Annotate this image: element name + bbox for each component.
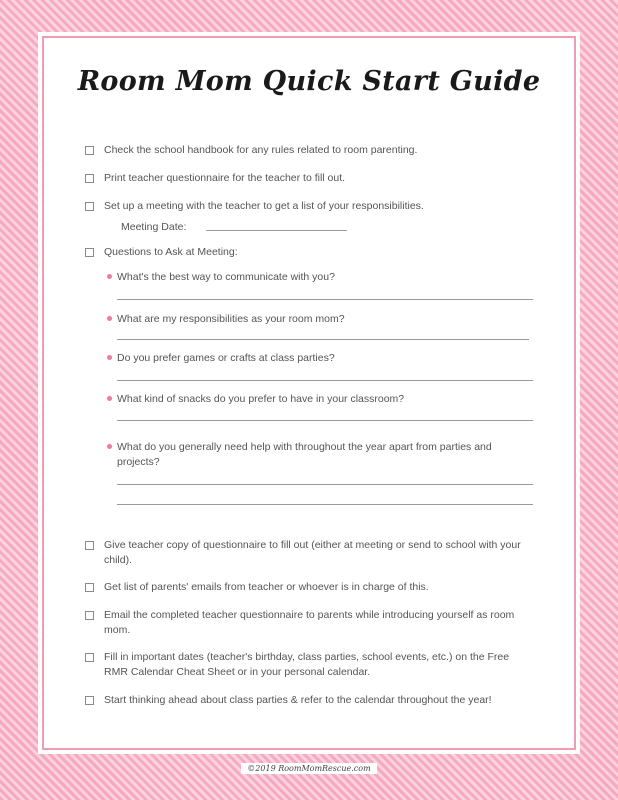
answer-line[interactable] <box>117 484 533 485</box>
checklist-item-text: Fill in important dates (teacher's birthday, class parties, school events, etc.) on the Free RMR Calendar Cheat Sheet or in your personal calendar. <box>104 651 510 678</box>
answer-line[interactable] <box>117 380 533 381</box>
checkbox[interactable] <box>85 146 94 155</box>
checklist-item-text: Start thinking ahead about class parties & refer to the calendar throughout the year! <box>104 694 492 706</box>
question-text: What's the best way to communicate with you? <box>117 271 335 283</box>
checklist-item-text: Set up a meeting with the teacher to get a list of your responsibilities. <box>104 200 424 212</box>
document-page <box>38 32 580 754</box>
answer-line[interactable] <box>117 420 533 421</box>
checklist-item-text: Email the completed teacher questionnaire to parents while introducing yourself as room mom. <box>104 609 515 636</box>
checkbox[interactable] <box>85 174 94 183</box>
questions-heading: Questions to Ask at Meeting: <box>104 246 238 258</box>
copyright-footer <box>0 764 618 773</box>
checkbox[interactable] <box>85 541 94 550</box>
bullet-icon <box>107 355 112 360</box>
question-text: Do you prefer games or crafts at class parties? <box>117 352 335 364</box>
page-title: Room Mom Quick Start Guide <box>77 66 541 97</box>
bullet-icon <box>107 316 112 321</box>
checkbox[interactable] <box>85 248 94 257</box>
answer-line[interactable] <box>117 504 533 505</box>
bullet-icon <box>107 274 112 279</box>
question-text: What do you generally need help with throughout the year apart from parties and projects? <box>117 441 492 468</box>
checklist-item-text: Check the school handbook for any rules related to room parenting. <box>104 144 418 156</box>
checklist-item-text: Print teacher questionnaire for the teacher to fill out. <box>104 172 346 184</box>
checkbox[interactable] <box>85 653 94 662</box>
checklist-item-text: Give teacher copy of questionnaire to fill out (either at meeting or send to school with your child). <box>104 539 521 566</box>
checkbox[interactable] <box>85 696 94 705</box>
question-text: What kind of snacks do you prefer to have in your classroom? <box>117 393 405 405</box>
meeting-date-label: Meeting Date: <box>121 221 187 233</box>
checkbox[interactable] <box>85 611 94 620</box>
question-text: What are my responsibilities as your room mom? <box>117 313 345 325</box>
meeting-date-line[interactable] <box>206 230 347 231</box>
answer-line[interactable] <box>117 299 533 300</box>
bullet-icon <box>107 444 112 449</box>
checkbox[interactable] <box>85 202 94 211</box>
copyright-text: ©2019 RoomMomRescue.com <box>241 763 376 774</box>
checkbox[interactable] <box>85 583 94 592</box>
checklist-item-text: Get list of parents' emails from teacher or whoever is in charge of this. <box>104 581 429 593</box>
answer-line[interactable] <box>117 339 529 340</box>
bullet-icon <box>107 396 112 401</box>
